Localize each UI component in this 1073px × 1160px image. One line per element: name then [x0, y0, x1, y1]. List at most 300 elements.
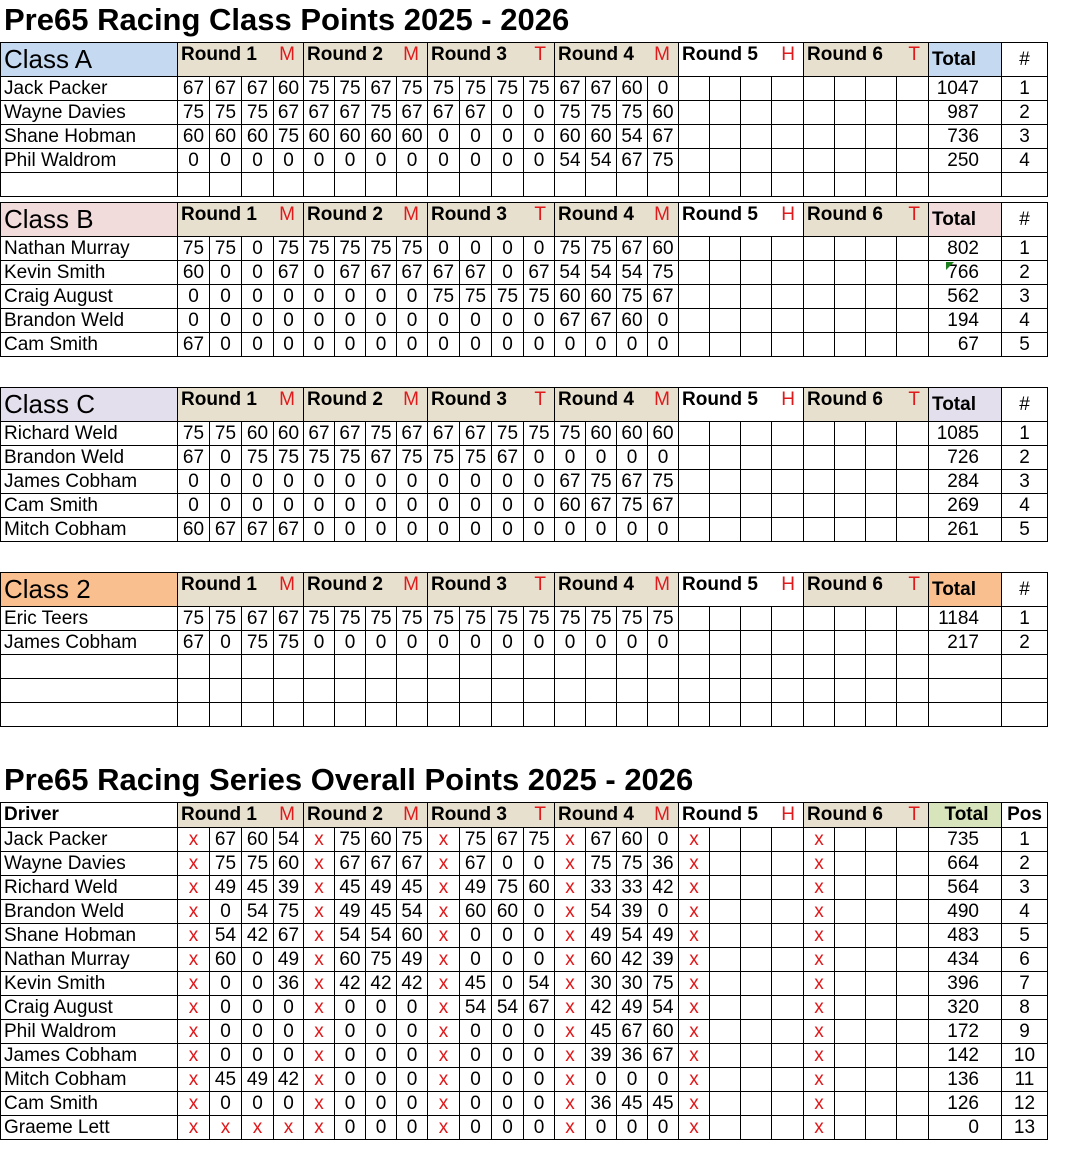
score-cell: 60 [586, 285, 617, 309]
score-cell: 0 [617, 446, 648, 470]
score-cell: 75 [460, 77, 492, 101]
score-cell: 75 [648, 261, 679, 285]
score-cell: 75 [335, 607, 366, 631]
score-cell [772, 828, 804, 852]
table-row [1, 446, 1048, 470]
score-cell: 0 [242, 237, 274, 261]
score-cell: 54 [460, 996, 492, 1020]
table-row [1, 996, 1048, 1020]
not-counted-mark: x [555, 924, 586, 948]
score-cell: 0 [428, 125, 460, 149]
score-cell: 0 [460, 333, 492, 357]
total-cell: 726 [929, 446, 1002, 470]
empty-cell [897, 518, 929, 542]
score-cell: 67 [617, 1020, 648, 1044]
score-cell: 0 [242, 333, 274, 357]
empty-cell [1, 703, 178, 727]
score-cell: 0 [648, 77, 679, 101]
score-cell: 60 [178, 261, 210, 285]
empty-cell [741, 494, 772, 518]
score-cell: 67 [304, 422, 335, 446]
table-row [1, 285, 1048, 309]
not-counted-mark: x [178, 900, 210, 924]
not-counted-mark: x [428, 924, 460, 948]
score-cell: 67 [366, 852, 397, 876]
round-4-header [555, 388, 679, 422]
position-cell: 11 [1002, 1068, 1048, 1092]
score-cell: 75 [274, 237, 304, 261]
score-cell: 54 [210, 924, 242, 948]
round-2-header [304, 803, 428, 828]
total-header: Total [929, 388, 1002, 422]
not-counted-mark: x [304, 924, 335, 948]
score-cell: 0 [242, 1092, 274, 1116]
table-row [1, 1092, 1048, 1116]
empty-cell [804, 77, 835, 101]
empty-cell [741, 679, 772, 703]
score-cell: 54 [617, 924, 648, 948]
score-cell: 75 [617, 494, 648, 518]
driver-name: Kevin Smith [1, 972, 178, 996]
score-cell: 0 [648, 1068, 679, 1092]
score-cell: 67 [178, 446, 210, 470]
not-counted-mark: x [679, 996, 710, 1020]
empty-cell [274, 679, 304, 703]
score-cell: 49 [274, 948, 304, 972]
round-venue-mark: T [534, 804, 546, 825]
score-cell: 0 [555, 446, 586, 470]
empty-cell [679, 237, 710, 261]
score-cell: 0 [366, 631, 397, 655]
empty-cell [741, 607, 772, 631]
score-cell: 0 [460, 631, 492, 655]
position-cell: 7 [1002, 972, 1048, 996]
score-cell: 0 [242, 470, 274, 494]
score-cell: 36 [274, 972, 304, 996]
score-cell: 75 [178, 237, 210, 261]
round-1-header [178, 803, 304, 828]
score-cell: 67 [617, 470, 648, 494]
rank-cell: 2 [1002, 261, 1048, 285]
not-counted-mark: x [804, 1020, 835, 1044]
score-cell: 67 [335, 852, 366, 876]
score-cell: 0 [524, 1068, 555, 1092]
driver-name: James Cobham [1, 631, 178, 655]
driver-name: Richard Weld [1, 876, 178, 900]
not-counted-mark: x [428, 1044, 460, 1068]
score-cell: 0 [242, 948, 274, 972]
empty-cell [648, 173, 679, 197]
empty-cell [741, 703, 772, 727]
empty-cell [679, 309, 710, 333]
empty-cell [866, 285, 897, 309]
score-cell: 42 [397, 972, 428, 996]
round-6-header [804, 43, 929, 77]
score-cell: 0 [460, 518, 492, 542]
round-1-header [178, 43, 304, 77]
score-cell: 0 [366, 996, 397, 1020]
round-venue-mark: H [781, 44, 795, 65]
round-venue-mark: M [654, 44, 670, 65]
empty-cell [555, 655, 586, 679]
score-cell [772, 948, 804, 972]
empty-cell [366, 173, 397, 197]
not-counted-mark: x [178, 876, 210, 900]
empty-cell [804, 101, 835, 125]
score-cell [741, 996, 772, 1020]
score-cell: 60 [555, 494, 586, 518]
round-venue-mark: M [654, 804, 670, 825]
total-cell: 320 [929, 996, 1002, 1020]
score-cell: 0 [428, 494, 460, 518]
score-cell: 75 [617, 285, 648, 309]
score-cell: 0 [274, 149, 304, 173]
empty-cell [679, 494, 710, 518]
score-cell: 67 [242, 77, 274, 101]
not-counted-mark: x [428, 828, 460, 852]
score-cell: 0 [555, 333, 586, 357]
score-cell [741, 876, 772, 900]
score-cell: 60 [178, 518, 210, 542]
empty-cell [804, 261, 835, 285]
score-cell: 0 [397, 149, 428, 173]
score-cell: 0 [397, 285, 428, 309]
empty-cell [710, 655, 741, 679]
score-cell: 0 [274, 1092, 304, 1116]
empty-cell [835, 607, 866, 631]
score-cell: 0 [492, 470, 524, 494]
table-row [1, 333, 1048, 357]
empty-cell [929, 655, 1002, 679]
score-cell: 54 [617, 125, 648, 149]
position-cell: 9 [1002, 1020, 1048, 1044]
score-cell [866, 1068, 897, 1092]
score-cell: 67 [274, 518, 304, 542]
empty-cell [772, 422, 804, 446]
empty-cell [866, 149, 897, 173]
driver-name: Kevin Smith [1, 261, 178, 285]
driver-name: Nathan Murray [1, 948, 178, 972]
empty-cell [897, 422, 929, 446]
score-cell: 0 [492, 948, 524, 972]
score-cell: 75 [492, 876, 524, 900]
score-cell: 0 [210, 1044, 242, 1068]
empty-cell [274, 173, 304, 197]
score-cell: 33 [617, 876, 648, 900]
round-6-header [804, 203, 929, 237]
round-label: Round 4 [558, 389, 634, 410]
score-cell: 67 [366, 446, 397, 470]
score-cell: 67 [210, 518, 242, 542]
empty-cell [210, 173, 242, 197]
empty-cell [741, 309, 772, 333]
score-cell: 0 [366, 494, 397, 518]
score-cell: 0 [460, 1092, 492, 1116]
score-cell: 0 [460, 1020, 492, 1044]
driver-name: Nathan Murray [1, 237, 178, 261]
empty-cell [741, 422, 772, 446]
score-cell: 0 [586, 518, 617, 542]
empty-cell [428, 679, 460, 703]
score-cell: 0 [397, 631, 428, 655]
rank-cell: 3 [1002, 470, 1048, 494]
empty-cell [617, 655, 648, 679]
empty-cell [741, 518, 772, 542]
empty-cell [210, 655, 242, 679]
score-cell [772, 1092, 804, 1116]
empty-cell [897, 333, 929, 357]
table-row [1, 518, 1048, 542]
score-cell: 67 [178, 77, 210, 101]
score-cell [866, 1020, 897, 1044]
driver-name: Jack Packer [1, 828, 178, 852]
score-cell: 0 [210, 494, 242, 518]
score-cell: 0 [366, 333, 397, 357]
round-label: Round 2 [307, 204, 383, 225]
score-cell [710, 828, 741, 852]
score-cell: 0 [397, 1116, 428, 1140]
empty-cell [741, 470, 772, 494]
score-cell: 75 [586, 852, 617, 876]
empty-cell [242, 679, 274, 703]
empty-cell [1002, 703, 1048, 727]
score-cell [835, 876, 866, 900]
score-cell: 0 [524, 1044, 555, 1068]
empty-cell [679, 446, 710, 470]
empty-cell [586, 679, 617, 703]
empty-cell [335, 173, 366, 197]
score-cell: 67 [648, 125, 679, 149]
empty-cell [772, 149, 804, 173]
empty-cell [335, 703, 366, 727]
score-cell [710, 1044, 741, 1068]
score-cell: 0 [397, 494, 428, 518]
score-cell: 67 [397, 101, 428, 125]
score-cell: 67 [460, 261, 492, 285]
score-cell [897, 924, 929, 948]
score-cell: 0 [304, 261, 335, 285]
score-cell [866, 1044, 897, 1068]
round-venue-mark: M [279, 44, 295, 65]
round-3-header [428, 573, 555, 607]
score-cell: 0 [524, 125, 555, 149]
empty-cell [679, 655, 710, 679]
score-cell [741, 900, 772, 924]
empty-cell [772, 446, 804, 470]
empty-cell [804, 149, 835, 173]
round-label: Round 6 [807, 204, 883, 225]
score-cell: 0 [492, 309, 524, 333]
table-row [1, 422, 1048, 446]
round-label: Round 4 [558, 804, 634, 825]
score-cell: 39 [617, 900, 648, 924]
not-counted-mark: x [428, 972, 460, 996]
position-cell: 12 [1002, 1092, 1048, 1116]
score-cell: 0 [524, 101, 555, 125]
score-cell: 0 [366, 1044, 397, 1068]
score-cell: 75 [460, 607, 492, 631]
score-cell: 0 [524, 900, 555, 924]
rank-cell: 1 [1002, 422, 1048, 446]
not-counted-mark: x [804, 924, 835, 948]
score-cell: 75 [274, 125, 304, 149]
score-cell: 75 [648, 972, 679, 996]
table-row [1, 948, 1048, 972]
score-cell: 0 [648, 309, 679, 333]
score-cell [897, 996, 929, 1020]
score-cell: 54 [617, 261, 648, 285]
driver-name: Phil Waldrom [1, 1020, 178, 1044]
score-cell [897, 852, 929, 876]
round-6-header [804, 573, 929, 607]
score-cell: 0 [210, 1020, 242, 1044]
score-cell: 60 [366, 828, 397, 852]
score-cell: 75 [492, 422, 524, 446]
round-2-header [304, 203, 428, 237]
total-header: Total [929, 573, 1002, 607]
empty-cell [679, 101, 710, 125]
empty-cell [897, 261, 929, 285]
table-row [1, 309, 1048, 333]
score-cell: 60 [586, 125, 617, 149]
score-cell: 75 [210, 852, 242, 876]
score-cell: 0 [586, 446, 617, 470]
empty-cell [460, 173, 492, 197]
score-cell: 0 [210, 631, 242, 655]
round-label: Round 4 [558, 204, 634, 225]
score-cell: 75 [178, 101, 210, 125]
not-counted-mark: x [242, 1116, 274, 1140]
score-cell [741, 1020, 772, 1044]
comment-indicator-icon[interactable] [946, 262, 954, 270]
score-cell: 0 [210, 446, 242, 470]
table-row [1, 125, 1048, 149]
score-cell: 54 [586, 900, 617, 924]
empty-cell [772, 125, 804, 149]
total-cell: 766 [929, 261, 1002, 285]
score-cell: 0 [648, 900, 679, 924]
score-cell: 0 [524, 1116, 555, 1140]
score-cell: 75 [428, 607, 460, 631]
empty-cell [679, 518, 710, 542]
score-cell [866, 948, 897, 972]
round-venue-mark: M [279, 204, 295, 225]
score-cell: 0 [304, 149, 335, 173]
score-cell: 0 [492, 125, 524, 149]
score-cell: 0 [335, 1020, 366, 1044]
score-cell [710, 996, 741, 1020]
score-cell: 49 [242, 1068, 274, 1092]
score-cell: 67 [524, 261, 555, 285]
not-counted-mark: x [304, 1116, 335, 1140]
position-cell: 5 [1002, 924, 1048, 948]
round-label: Round 3 [431, 204, 507, 225]
score-cell: 54 [648, 996, 679, 1020]
empty-cell [866, 494, 897, 518]
score-cell: 0 [492, 333, 524, 357]
table-row [1, 631, 1048, 655]
score-cell: 49 [335, 900, 366, 924]
overall-table [0, 802, 1048, 1140]
not-counted-mark: x [178, 828, 210, 852]
score-cell: 0 [242, 494, 274, 518]
empty-cell [741, 173, 772, 197]
round-label: Round 6 [807, 44, 883, 65]
score-cell: 54 [242, 900, 274, 924]
empty-cell [710, 631, 741, 655]
score-cell: 54 [366, 924, 397, 948]
score-cell: 0 [397, 309, 428, 333]
round-venue-mark: T [534, 204, 546, 225]
not-counted-mark: x [555, 1116, 586, 1140]
score-cell: 0 [586, 1068, 617, 1092]
score-cell: 60 [586, 422, 617, 446]
driver-name: Jack Packer [1, 77, 178, 101]
round-venue-mark: M [403, 204, 419, 225]
rank-cell: 1 [1002, 77, 1048, 101]
empty-cell [835, 237, 866, 261]
score-cell [866, 996, 897, 1020]
score-cell [866, 852, 897, 876]
score-cell: 0 [524, 948, 555, 972]
empty-cell [897, 679, 929, 703]
driver-name: Brandon Weld [1, 309, 178, 333]
score-cell: 75 [304, 77, 335, 101]
round-1-header [178, 203, 304, 237]
class-name: Class C [1, 388, 178, 422]
score-cell: 0 [524, 149, 555, 173]
score-cell: 67 [492, 828, 524, 852]
score-cell [741, 948, 772, 972]
score-cell [866, 900, 897, 924]
empty-cell [304, 679, 335, 703]
total-cell: 126 [929, 1092, 1002, 1116]
table-row [1, 1116, 1048, 1140]
empty-cell [710, 261, 741, 285]
score-cell: 0 [428, 309, 460, 333]
total-cell: 0 [929, 1116, 1002, 1140]
score-cell: 67 [274, 924, 304, 948]
score-cell: 0 [335, 1092, 366, 1116]
empty-cell [835, 101, 866, 125]
empty-cell [242, 703, 274, 727]
not-counted-mark: x [804, 852, 835, 876]
score-cell: 67 [178, 631, 210, 655]
empty-cell [835, 518, 866, 542]
empty-cell [741, 446, 772, 470]
score-cell: 0 [397, 1044, 428, 1068]
score-cell: 0 [524, 1020, 555, 1044]
round-venue-mark: T [534, 389, 546, 410]
driver-name: Cam Smith [1, 1092, 178, 1116]
empty-cell [524, 655, 555, 679]
driver-name: Graeme Lett [1, 1116, 178, 1140]
score-cell: 75 [366, 237, 397, 261]
empty-cell [555, 679, 586, 703]
score-cell [772, 1020, 804, 1044]
empty-cell [1002, 679, 1048, 703]
total-cell: 269 [929, 494, 1002, 518]
class-header-row [1, 573, 1048, 607]
not-counted-mark: x [679, 828, 710, 852]
position-cell: 1 [1002, 828, 1048, 852]
score-cell: 0 [210, 261, 242, 285]
empty-cell [772, 494, 804, 518]
empty-cell [679, 77, 710, 101]
empty-cell [804, 494, 835, 518]
score-cell: 0 [335, 631, 366, 655]
empty-cell [835, 77, 866, 101]
